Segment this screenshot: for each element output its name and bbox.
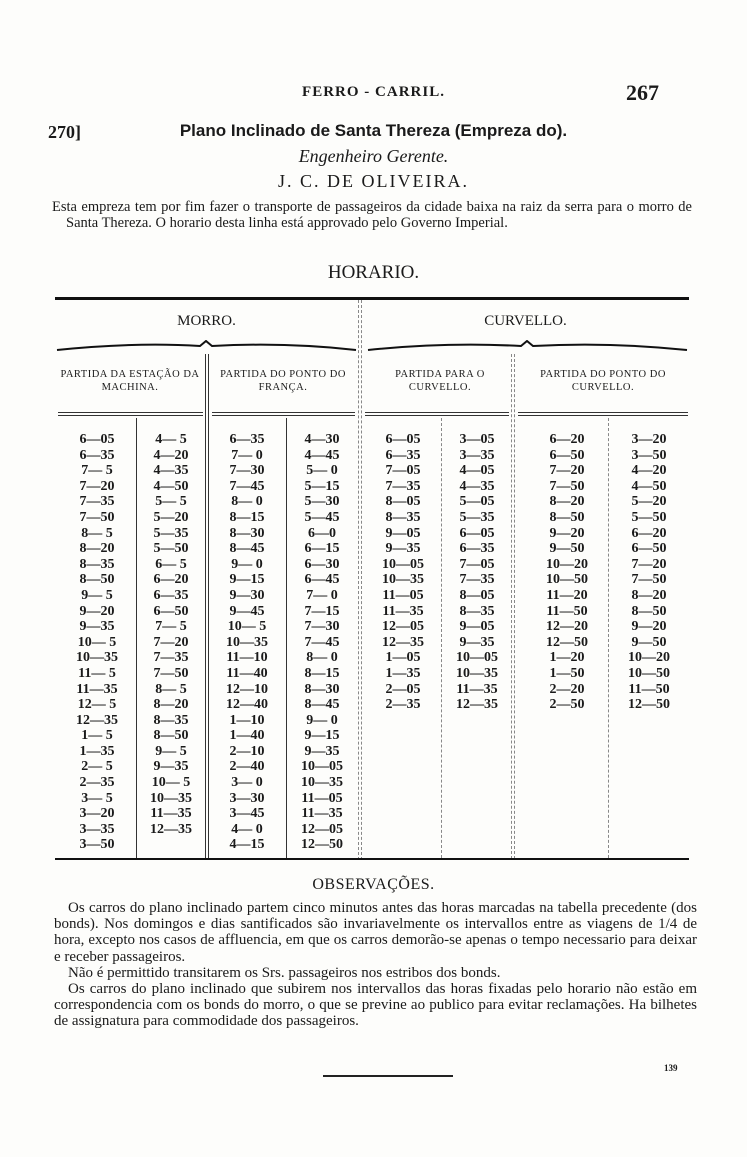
time-cell: 12— 5: [77, 697, 117, 713]
time-cell: 2—05: [385, 681, 421, 697]
entry-role: Engenheiro Gerente.: [298, 146, 449, 166]
time-cell: 5—20: [153, 509, 189, 525]
time-cell: 10— 5: [151, 775, 191, 791]
time-cell: 6—20: [549, 432, 585, 447]
time-cell: 9—35: [385, 541, 421, 557]
time-cell: 1—05: [385, 650, 421, 666]
time-cell: 6—50: [153, 603, 189, 619]
time-cell: 10—35: [456, 665, 498, 681]
col-para-curvello-b: [445, 432, 509, 713]
time-cell: 7—15: [304, 603, 340, 619]
time-cell: 12—35: [76, 712, 118, 728]
time-cell: 10—35: [226, 634, 268, 650]
time-cell: 12—40: [226, 697, 268, 713]
time-cell: 6—15: [304, 541, 340, 557]
time-cell: 8— 5: [155, 681, 187, 697]
time-cell: 11—35: [456, 681, 498, 697]
time-cell: 4— 5: [155, 432, 187, 447]
time-cell: 4—45: [304, 447, 340, 463]
time-cell: 4—15: [229, 837, 265, 853]
entry-name: J. C. DE OLIVEIRA.: [278, 171, 469, 191]
time-cell: 9—05: [385, 525, 421, 541]
time-cell: 5—45: [304, 509, 340, 525]
time-cell: 6—0: [308, 525, 336, 541]
time-cell: 7— 0: [231, 447, 263, 463]
time-cell: 8—05: [459, 587, 495, 603]
time-cell: 12—35: [150, 821, 192, 837]
time-cell: 4—05: [459, 463, 495, 479]
time-cell: 9—30: [229, 587, 265, 603]
col-header-franca: PARTIDA DO PONTO DO FRANÇA.: [220, 369, 346, 393]
time-cell: 7—30: [304, 619, 340, 635]
time-cell: 8—20: [631, 587, 667, 603]
col-machina-a: [62, 432, 132, 853]
time-cell: 9—20: [631, 619, 667, 635]
time-cell: 11— 5: [78, 665, 116, 681]
time-cell: 9—05: [459, 619, 495, 635]
time-cell: 6—50: [631, 541, 667, 557]
time-cell: 9—35: [304, 743, 340, 759]
brace-morro-icon: [55, 340, 358, 354]
time-cell: 6—35: [229, 432, 265, 447]
observation-paragraph: Os carros do plano inclinado partem cinco minutos antes das horas marcadas na tabella precedente (dos bonds). Nos domingos e dias santificados são invariavelmente os intervallos entre as viagens de 1/4 de hora, excepto nos casos de affluencia, em que os carros demorão-se apenas o tempo necessario para deixar e receber passageiros.: [54, 900, 697, 965]
time-cell: 6—20: [631, 525, 667, 541]
time-cell: 10—35: [76, 650, 118, 666]
header-rule: [58, 415, 203, 416]
time-cell: 2—40: [229, 759, 265, 775]
time-cell: 9— 5: [81, 587, 113, 603]
header-rule: [212, 412, 355, 413]
time-cell: 7—20: [79, 478, 115, 494]
time-cell: 7— 0: [306, 587, 338, 603]
time-cell: 9—35: [153, 759, 189, 775]
group-curvello: CURVELLO.: [484, 313, 567, 329]
time-cell: 5—50: [631, 509, 667, 525]
time-cell: 11—05: [301, 790, 343, 806]
time-cell: 7—20: [549, 463, 585, 479]
time-cell: 8—20: [153, 697, 189, 713]
header-rule: [58, 412, 203, 413]
col-para-curvello-a: [368, 432, 438, 713]
time-cell: 7—35: [459, 572, 495, 588]
time-cell: 11—50: [546, 603, 588, 619]
time-cell: 8— 5: [81, 525, 113, 541]
time-cell: 12—35: [382, 634, 424, 650]
time-cell: 3—30: [229, 790, 265, 806]
observation-paragraph: Não é permittido transitarem os Srs. passageiros nos estribos dos bonds.: [68, 964, 501, 981]
time-cell: 8—35: [385, 509, 421, 525]
time-cell: 3—35: [79, 821, 115, 837]
group-divider: [358, 300, 359, 860]
time-cell: 3—20: [79, 806, 115, 822]
time-cell: 8—30: [229, 525, 265, 541]
time-cell: 10—20: [628, 650, 670, 666]
timetable-title: HORARIO.: [327, 262, 420, 283]
time-cell: 10—35: [382, 572, 424, 588]
time-cell: 3—35: [459, 447, 495, 463]
time-cell: 7—45: [229, 478, 265, 494]
time-cell: 6—05: [79, 432, 115, 447]
observations-body: [54, 900, 697, 1030]
time-cell: 8—35: [153, 712, 189, 728]
time-cell: 4—30: [304, 432, 340, 447]
time-cell: 8— 0: [231, 494, 263, 510]
intro-text: Esta empreza tem por fim fazer o transporte de passageiros da cidade baixa na raiz da serra para o morro de Santa Thereza. O horario desta linha está approvado pelo Governo Imperial.: [52, 199, 692, 231]
time-cell: 5—05: [459, 494, 495, 510]
time-cell: 5—50: [153, 541, 189, 557]
time-cell: 8—35: [459, 603, 495, 619]
time-cell: 11—35: [382, 603, 424, 619]
time-cell: 8—50: [79, 572, 115, 588]
time-cell: 1—40: [229, 728, 265, 744]
time-cell: 7—35: [385, 478, 421, 494]
time-cell: 4—50: [631, 478, 667, 494]
time-cell: 1— 5: [81, 728, 113, 744]
time-cell: 7—30: [229, 463, 265, 479]
time-cell: 6—35: [153, 587, 189, 603]
time-cell: 8—45: [229, 541, 265, 557]
time-cell: 12—05: [301, 821, 343, 837]
time-cell: 7—05: [385, 463, 421, 479]
time-cell: 9— 0: [306, 712, 338, 728]
time-cell: 11—50: [628, 681, 670, 697]
time-cell: 7—45: [304, 634, 340, 650]
col-do-curvello-a: [530, 432, 604, 713]
time-cell: 1—20: [549, 650, 585, 666]
time-cell: 12—50: [628, 697, 670, 713]
time-cell: 1—50: [549, 665, 585, 681]
time-cell: 5— 0: [306, 463, 338, 479]
time-cell: 3— 5: [81, 790, 113, 806]
time-cell: 10—35: [301, 775, 343, 791]
time-cell: 8—20: [79, 541, 115, 557]
time-cell: 6— 5: [155, 556, 187, 572]
col-header-para-curvello: PARTIDA PARA O CURVELLO.: [395, 369, 485, 393]
time-cell: 6—20: [153, 572, 189, 588]
time-cell: 4—20: [153, 447, 189, 463]
time-cell: 2—50: [549, 697, 585, 713]
header-rule: [518, 412, 688, 413]
time-cell: 10—05: [456, 650, 498, 666]
observation-paragraph: Os carros do plano inclinado que subirem nos intervallos das horas fixadas pelo horario não estão em correspondencia com os bonds do morro, o que se previne ao publico para evitar reclamações. Ha bilhetes de assignatura para commodidade dos passageiros.: [54, 981, 697, 1030]
time-cell: 8—45: [304, 697, 340, 713]
time-cell: 11—05: [382, 587, 424, 603]
time-cell: 8—05: [385, 494, 421, 510]
time-cell: 8— 0: [306, 650, 338, 666]
time-cell: 7—50: [549, 478, 585, 494]
time-cell: 4— 0: [231, 821, 263, 837]
time-cell: 9—45: [229, 603, 265, 619]
time-cell: 8—20: [549, 494, 585, 510]
time-cell: 5—15: [304, 478, 340, 494]
time-cell: 4—35: [153, 463, 189, 479]
time-cell: 5—35: [153, 525, 189, 541]
time-cell: 7—20: [153, 634, 189, 650]
time-cell: 9—50: [549, 541, 585, 557]
time-cell: 11—20: [546, 587, 588, 603]
observations-title: OBSERVAÇÕES.: [312, 876, 435, 893]
time-cell: 10—35: [150, 790, 192, 806]
time-cell: 9—15: [304, 728, 340, 744]
subcol-divider: [136, 418, 137, 858]
col-header-machina: PARTIDA DA ESTAÇÃO DA MACHINA.: [60, 369, 200, 393]
time-cell: 2—35: [385, 697, 421, 713]
time-cell: 3—05: [459, 432, 495, 447]
time-cell: 6—45: [304, 572, 340, 588]
time-cell: 8—15: [304, 665, 340, 681]
time-cell: 6—05: [385, 432, 421, 447]
time-cell: 1—10: [229, 712, 265, 728]
time-cell: 6—30: [304, 556, 340, 572]
time-cell: 12—50: [301, 837, 343, 853]
time-cell: 9—35: [459, 634, 495, 650]
time-cell: 4—20: [631, 463, 667, 479]
col-header-do-curvello: PARTIDA DO PONTO DO CURVELLO.: [540, 369, 666, 393]
time-cell: 9—20: [549, 525, 585, 541]
time-cell: 6—35: [79, 447, 115, 463]
subcol-divider: [286, 418, 287, 858]
header-rule: [212, 415, 355, 416]
time-cell: 11—10: [226, 650, 268, 666]
brace-curvello-icon: [366, 340, 689, 354]
time-cell: 10— 5: [77, 634, 117, 650]
time-cell: 3—20: [631, 432, 667, 447]
col-divider: [511, 354, 512, 859]
time-cell: 3—45: [229, 806, 265, 822]
col-machina-b: [140, 432, 202, 837]
time-cell: 12—20: [546, 619, 588, 635]
time-cell: 10—20: [546, 556, 588, 572]
time-cell: 12—10: [226, 681, 268, 697]
time-cell: 2— 5: [81, 759, 113, 775]
time-cell: 7— 5: [81, 463, 113, 479]
time-cell: 8—35: [79, 556, 115, 572]
time-cell: 8—50: [153, 728, 189, 744]
page-number: 267: [626, 80, 659, 105]
time-cell: 7—20: [631, 556, 667, 572]
time-cell: 8—50: [631, 603, 667, 619]
time-cell: 11—35: [301, 806, 343, 822]
time-cell: 9—15: [229, 572, 265, 588]
time-cell: 7—05: [459, 556, 495, 572]
table-top-rule: [55, 297, 689, 300]
time-cell: 3— 0: [231, 775, 263, 791]
time-cell: 9—35: [79, 619, 115, 635]
entry-title: Plano Inclinado de Santa Thereza (Empreza do).: [179, 121, 568, 140]
time-cell: 5—20: [631, 494, 667, 510]
time-cell: 7—50: [631, 572, 667, 588]
time-cell: 6—50: [549, 447, 585, 463]
time-cell: 2—35: [79, 775, 115, 791]
time-cell: 6—35: [385, 447, 421, 463]
time-cell: 7—35: [153, 650, 189, 666]
time-cell: 8—50: [549, 509, 585, 525]
subcol-divider: [441, 418, 442, 858]
time-cell: 2—10: [229, 743, 265, 759]
time-cell: 10—50: [546, 572, 588, 588]
col-divider: [514, 354, 515, 859]
time-cell: 9— 0: [231, 556, 263, 572]
time-cell: 9—50: [631, 634, 667, 650]
time-cell: 11—35: [150, 806, 192, 822]
group-divider-2: [361, 300, 362, 860]
time-cell: 12—05: [382, 619, 424, 635]
subcol-divider: [608, 418, 609, 858]
col-divider: [205, 354, 206, 859]
time-cell: 1—35: [385, 665, 421, 681]
time-cell: 10— 5: [227, 619, 267, 635]
header-rule: [365, 415, 509, 416]
header-rule: [365, 412, 509, 413]
time-cell: 5—35: [459, 509, 495, 525]
time-cell: 11—35: [76, 681, 118, 697]
time-cell: 6—35: [459, 541, 495, 557]
time-cell: 9— 5: [155, 743, 187, 759]
time-cell: 8—30: [304, 681, 340, 697]
time-cell: 2—20: [549, 681, 585, 697]
time-cell: 5— 5: [155, 494, 187, 510]
table-bottom-rule: [55, 858, 689, 860]
time-cell: 10—50: [628, 665, 670, 681]
header-rule: [518, 415, 688, 416]
group-morro: MORRO.: [177, 313, 236, 329]
col-franca-b: [290, 432, 354, 853]
time-cell: 7—50: [153, 665, 189, 681]
time-cell: 10—05: [301, 759, 343, 775]
entry-number: 270]: [48, 122, 81, 142]
time-cell: 11—40: [226, 665, 268, 681]
time-cell: 6—05: [459, 525, 495, 541]
time-cell: 7—35: [79, 494, 115, 510]
time-cell: 4—35: [459, 478, 495, 494]
col-franca-a: [212, 432, 282, 853]
time-cell: 7— 5: [155, 619, 187, 635]
time-cell: 8—15: [229, 509, 265, 525]
time-cell: 1—35: [79, 743, 115, 759]
time-cell: 3—50: [631, 447, 667, 463]
col-do-curvello-b: [612, 432, 686, 713]
time-cell: 12—50: [546, 634, 588, 650]
time-cell: 12—35: [456, 697, 498, 713]
time-cell: 9—20: [79, 603, 115, 619]
time-cell: 5—30: [304, 494, 340, 510]
time-cell: 3—50: [79, 837, 115, 853]
footer-rule: [323, 1075, 453, 1077]
running-head: FERRO - CARRIL.: [302, 84, 445, 100]
signature-mark: 139: [664, 1063, 678, 1073]
time-cell: 7—50: [79, 509, 115, 525]
time-cell: 10—05: [382, 556, 424, 572]
col-divider: [208, 354, 209, 859]
intro-paragraph: [52, 199, 692, 231]
time-cell: 4—50: [153, 478, 189, 494]
